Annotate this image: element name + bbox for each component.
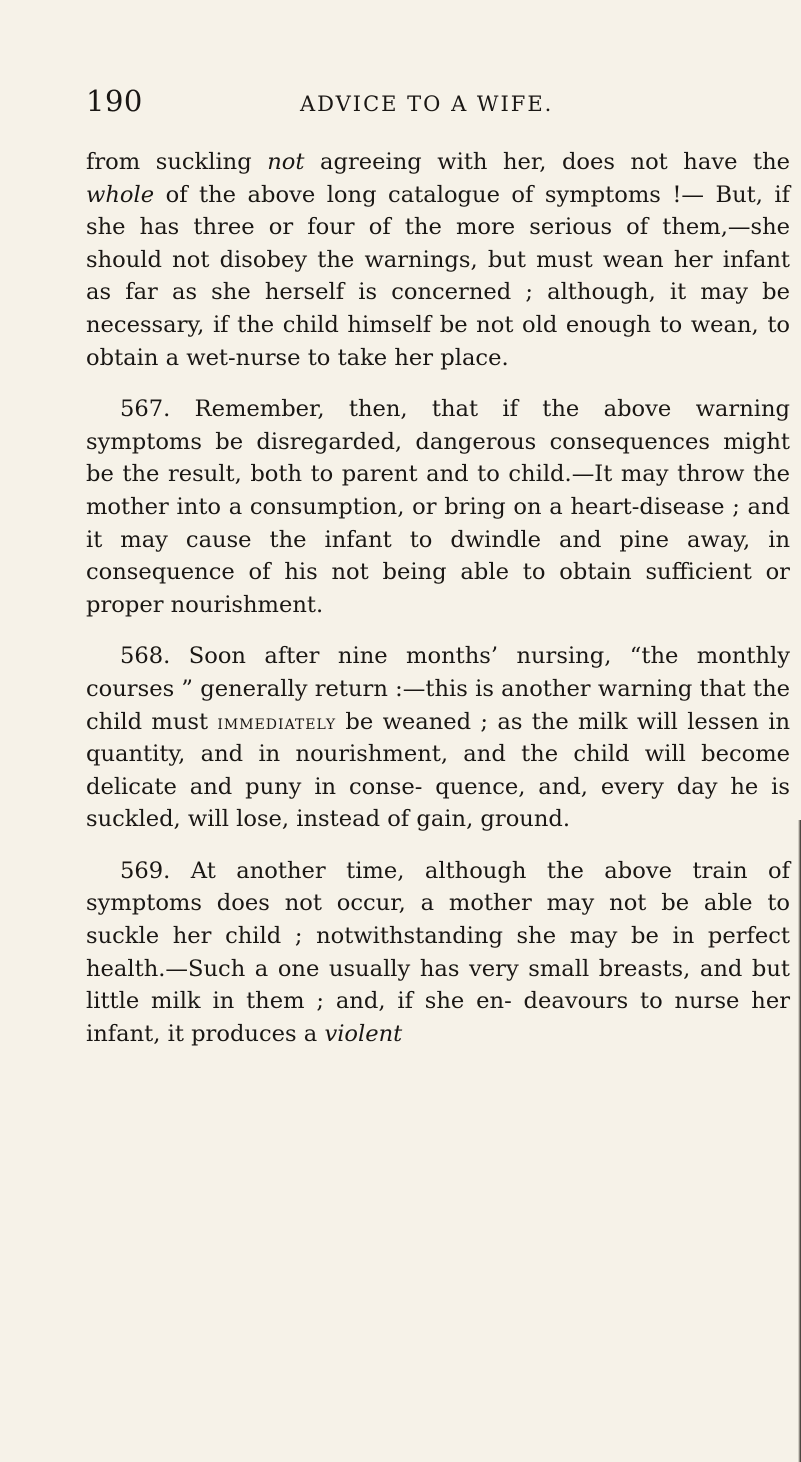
running-title: ADVICE TO A WIFE. <box>300 92 554 116</box>
text-run: be weaned ; as the milk will lessen in quantity, and in nourishment, and the child will become delicate and puny in conse- quence, and, every day he is suckled, will lose, instead of gain, ground. <box>86 708 790 833</box>
running-head <box>86 84 790 124</box>
book-page <box>86 84 790 1050</box>
paragraph-569 <box>86 855 790 1051</box>
italic-text: whole <box>86 181 155 208</box>
small-caps-text: immediately <box>217 709 337 734</box>
text-run: 569. At another time, although the above train of symptoms does not occur, a mother may not be able to suckle her child ; notwithstanding she may be in perfect health.—Such a one usually has very small breasts, and but little milk in them ; and, if she en- deavours to nurse her infant, it produces a <box>86 857 790 1047</box>
text-run: 567. Remember, then, that if the above warning symptoms be disregarded, dangerous consequences might be the result, both to parent and to child.—It may throw the mother into a consumption, or bring on a heart-disease ; and it may cause the infant to dwindle and pine away, in consequence of his not being able to obtain sufficient or proper nourishment. <box>86 396 790 618</box>
body-text <box>86 146 790 1050</box>
text-run: from suckling <box>86 149 268 175</box>
text-run: 568. Soon after nine months’ nursing, “the monthly courses ” generally return :—this is another warning that the child must <box>86 643 790 735</box>
paragraph-567 <box>86 393 790 621</box>
page-number: 190 <box>86 84 143 118</box>
italic-text: violent <box>324 1020 403 1047</box>
text-run: agreeing with her, does not have the <box>304 149 791 175</box>
text-run: of the above long catalogue of symptoms !— But, if she has three or four of the more serious of them,—she should not disobey the warnings, but must wean her infant as far as she herself is concerned ; although, it may be necessary, if the child himself be not old enough to wean, to obtain a wet-nurse to take her place. <box>86 181 790 371</box>
italic-text: not <box>267 149 305 175</box>
paragraph-568 <box>86 640 790 836</box>
paragraph-continuation <box>86 146 790 374</box>
